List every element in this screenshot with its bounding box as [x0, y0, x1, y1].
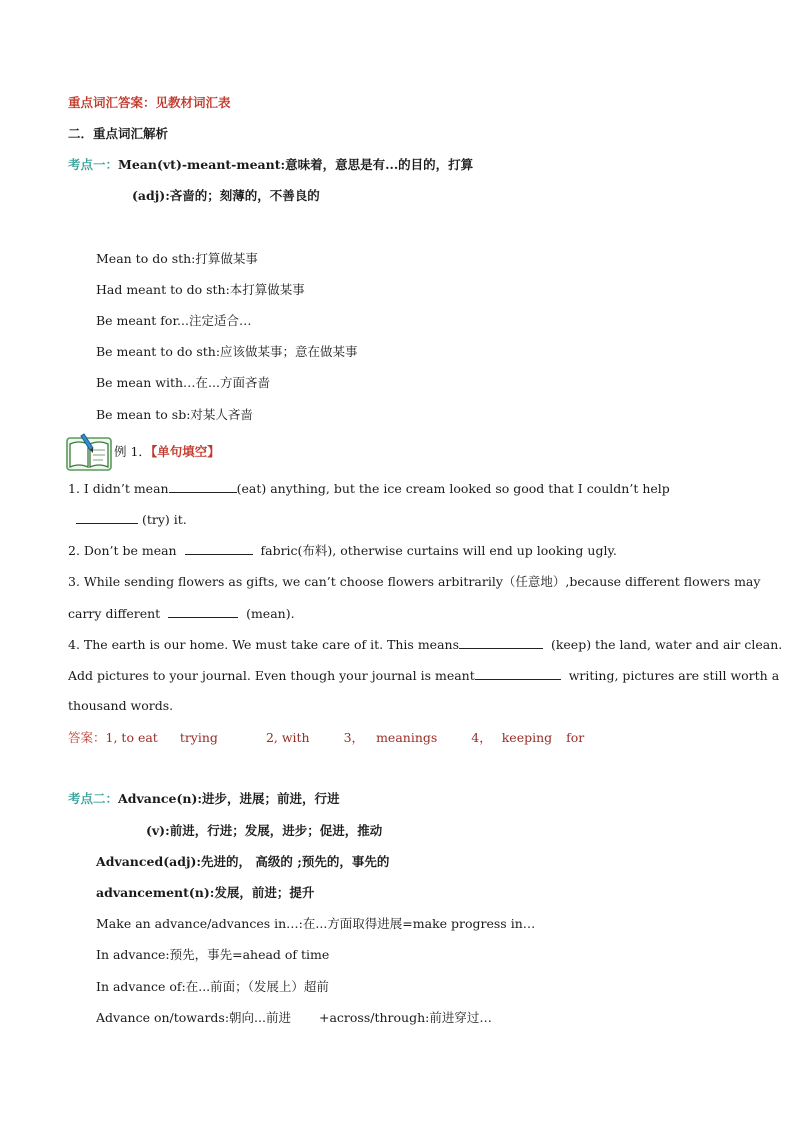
question-text: 4. The earth is our home. We must take care of it. This means	[68, 637, 459, 652]
point2-advanced: Advanced(adj):先进的， 高级的 ;预先的，事先的	[96, 854, 390, 869]
point1-phrase: Mean to do sth:打算做某事	[96, 251, 258, 266]
answer-blank[interactable]	[169, 480, 237, 493]
answer-item: 4，	[471, 730, 492, 745]
answer-blank[interactable]	[185, 542, 253, 555]
point1-headword: Mean(vt)-meant-meant:意味着，意思是有...的目的，打算	[118, 157, 474, 172]
point2-phrase: Make an advance/advances in…:在...方面取得进展=make progress in…	[96, 916, 536, 931]
point2-verb: (v):前进，行进；发展，进步；促进，推动	[146, 823, 383, 838]
answer-item: 2, with	[265, 730, 310, 745]
point2-phrase: In advance:预先，事先=ahead of time	[96, 947, 330, 962]
question-3-line2	[68, 605, 295, 622]
point1-phrase: Be mean to sb:对某人吝啬	[96, 407, 253, 422]
point1-phrase: Be meant for...注定适合…	[96, 313, 252, 328]
answer-item: meanings	[376, 730, 438, 745]
answer-blank[interactable]	[459, 636, 543, 649]
answers-row	[68, 730, 584, 746]
question-text: (eat) anything, but the ice cream looked so good that I couldn’t help	[236, 481, 670, 496]
answer-item: for	[566, 730, 585, 745]
point2-advancement: advancement(n):发展，前进；提升	[96, 885, 315, 900]
question-text: Add pictures to your journal. Even though your journal is meant	[68, 668, 475, 683]
point2-phrase: +across/through:前进穿过…	[318, 1010, 492, 1025]
answer-blank[interactable]	[168, 605, 238, 618]
question-5-line1	[68, 667, 779, 684]
answer-blank[interactable]	[76, 511, 138, 524]
answer-item: 1, to eat	[105, 730, 158, 745]
question-text: 1. I didn’t mean	[68, 481, 169, 496]
question-text: fabric(布料), otherwise curtains will end up looking ugly.	[260, 543, 617, 558]
point2-headword: Advance(n):进步，进展；前进，行进	[118, 791, 340, 806]
point2-phrase: Advance on/towards:朝向...前进	[96, 1010, 291, 1025]
section-title: 二．重点词汇解析	[68, 126, 169, 141]
question-text: (keep) the land, water and air clean.	[550, 637, 783, 652]
question-4	[68, 636, 782, 653]
question-1-line1	[68, 480, 670, 497]
book-pencil-icon	[66, 432, 112, 472]
point2-phrase: In advance of:在...前面；（发展上）超前	[96, 979, 329, 994]
answer-blank[interactable]	[475, 667, 561, 680]
answer-item: 3，	[343, 730, 365, 745]
question-text: writing, pictures are still worth a	[568, 668, 780, 683]
question-text: 2. Don’t be mean	[68, 543, 177, 558]
question-3-line1: 3. While sending flowers as gifts, we can’t choose flowers arbitrarily（任意地）,because different flowers may	[68, 574, 761, 589]
answer-item: keeping	[501, 730, 553, 745]
example-type: 【单句填空】	[150, 444, 220, 459]
point1-adj: (adj):吝啬的；刻薄的，不善良的	[132, 188, 320, 203]
point1-phrase: Be meant to do sth:应该做某事；意在做某事	[96, 344, 358, 359]
question-text: (try) it.	[141, 512, 187, 527]
question-text: carry different	[68, 606, 161, 621]
answers-label: 答案：	[68, 730, 106, 745]
answer-item: trying	[179, 730, 218, 745]
point2-heading	[68, 791, 340, 807]
question-text: (mean).	[246, 606, 295, 621]
point1-label: 考点一：	[68, 157, 119, 172]
point2-phrase-row	[96, 1010, 492, 1026]
question-1-line2	[68, 511, 187, 528]
question-2	[68, 542, 617, 559]
example-heading	[114, 444, 220, 460]
example-label: 例 1．	[114, 444, 151, 459]
question-5-line2: thousand words.	[68, 698, 174, 713]
vocab-answer-heading: 重点词汇答案：见教材词汇表	[68, 95, 231, 110]
point1-phrase: Be mean with…在...方面吝啬	[96, 375, 270, 390]
point1-phrase: Had meant to do sth:本打算做某事	[96, 282, 305, 297]
point1-heading	[68, 157, 473, 173]
point2-label: 考点二：	[68, 791, 119, 806]
